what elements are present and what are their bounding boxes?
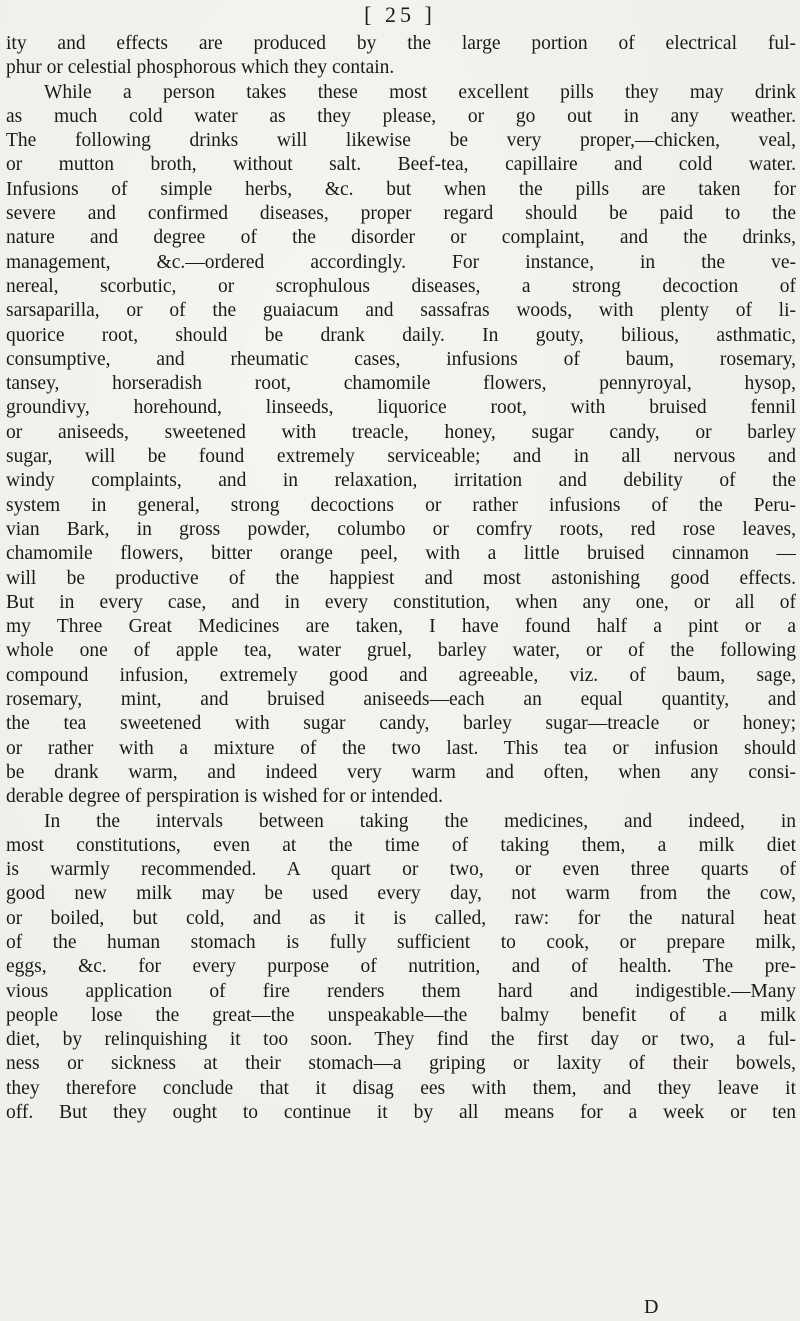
text-line: nereal, scorbutic, or scrophulous diseases, a strong decoction of bbox=[6, 275, 796, 297]
text-line: as much cold water as they please, or go out in any weather. bbox=[6, 105, 796, 127]
text-line: In the intervals between taking the medicines, and indeed, in bbox=[44, 810, 796, 832]
text-line: or rather with a mixture of the two last. This tea or infusion should bbox=[6, 737, 796, 759]
text-line: people lose the great—the unspeakable—the balmy benefit of a milk bbox=[6, 1004, 796, 1026]
text-line: While a person takes these most excellent pills they may drink bbox=[44, 81, 796, 103]
text-line: ness or sickness at their stomach—a griping or laxity of their bowels, bbox=[6, 1053, 796, 1075]
text-line: system in general, strong decoctions or rather infusions of the Peru- bbox=[6, 494, 796, 516]
text-line: my Three Great Medicines are taken, I have found half a pint or a bbox=[6, 616, 796, 638]
text-line: consumptive, and rheumatic cases, infusions of baum, rosemary, bbox=[6, 348, 796, 370]
text-line: whole one of apple tea, water gruel, barley water, or of the following bbox=[6, 640, 796, 662]
text-line: sarsaparilla, or of the guaiacum and sassafras woods, with plenty of li- bbox=[6, 300, 796, 322]
text-line: or boiled, but cold, and as it is called, raw: for the natural heat bbox=[6, 907, 796, 929]
text-line: of the human stomach is fully sufficient to cook, or prepare milk, bbox=[6, 931, 796, 953]
text-line: compound infusion, extremely good and agreeable, viz. of baum, sage, bbox=[6, 664, 796, 686]
text-line: eggs, &c. for every purpose of nutrition, and of health. The pre- bbox=[6, 956, 796, 978]
text-line: nature and degree of the disorder or complaint, and the drinks, bbox=[6, 227, 796, 249]
page-number: [ 25 ] bbox=[364, 2, 436, 27]
text-line: will be productive of the happiest and most astonishing good effects. bbox=[6, 567, 796, 589]
text-line: rosemary, mint, and bruised aniseeds—each an equal quantity, and bbox=[6, 689, 796, 711]
text-line: phur or celestial phosphorous which they contain. bbox=[6, 57, 395, 79]
text-line: off. But they ought to continue it by all means for a week or ten bbox=[6, 1102, 796, 1124]
text-line: most constitutions, even at the time of taking them, a milk diet bbox=[6, 834, 796, 856]
text-line: good new milk may be used every day, not warm from the cow, bbox=[6, 883, 796, 905]
text-line: the tea sweetened with sugar candy, barley sugar—treacle or honey; bbox=[6, 713, 796, 735]
text-line: derable degree of perspiration is wished for or intended. bbox=[6, 786, 443, 808]
text-line: severe and confirmed diseases, proper regard should be paid to the bbox=[6, 203, 796, 225]
text-line: be drank warm, and indeed very warm and often, when any consi- bbox=[6, 761, 796, 783]
text-line: tansey, horseradish root, chamomile flowers, pennyroyal, hysop, bbox=[6, 373, 796, 395]
body-text bbox=[6, 32, 796, 1125]
signature-mark: D bbox=[644, 1296, 659, 1318]
text-line: vious application of fire renders them hard and indigestible.—Many bbox=[6, 980, 796, 1002]
text-line: groundivy, horehound, linseeds, liquorice root, with bruised fennil bbox=[6, 397, 796, 419]
text-line: The following drinks will likewise be very proper,—chicken, veal, bbox=[6, 130, 796, 152]
text-line: But in every case, and in every constitution, when any one, or all of bbox=[6, 591, 796, 613]
text-line: sugar, will be found extremely serviceable; and in all nervous and bbox=[6, 446, 796, 468]
text-line: vian Bark, in gross powder, columbo or comfry roots, red rose leaves, bbox=[6, 518, 796, 540]
text-line: chamomile flowers, bitter orange peel, with a little bruised cinnamon — bbox=[6, 543, 796, 565]
text-line: diet, by relinquishing it too soon. They find the first day or two, a ful- bbox=[6, 1029, 796, 1051]
text-line: management, &c.—ordered accordingly. For instance, in the ve- bbox=[6, 251, 796, 273]
text-line: or mutton broth, without salt. Beef-tea, capillaire and cold water. bbox=[6, 154, 796, 176]
text-line: windy complaints, and in relaxation, irritation and debility of the bbox=[6, 470, 796, 492]
text-line: Infusions of simple herbs, &c. but when the pills are taken for bbox=[6, 178, 796, 200]
text-line: or aniseeds, sweetened with treacle, honey, sugar candy, or barley bbox=[6, 421, 796, 443]
text-line: quorice root, should be drank daily. In gouty, bilious, asthmatic, bbox=[6, 324, 796, 346]
text-line: ity and effects are produced by the large portion of electrical ful- bbox=[6, 33, 796, 54]
text-line: is warmly recommended. A quart or two, or even three quarts of bbox=[6, 859, 796, 881]
text-line: they therefore conclude that it disag ees with them, and they leave it bbox=[6, 1077, 796, 1099]
